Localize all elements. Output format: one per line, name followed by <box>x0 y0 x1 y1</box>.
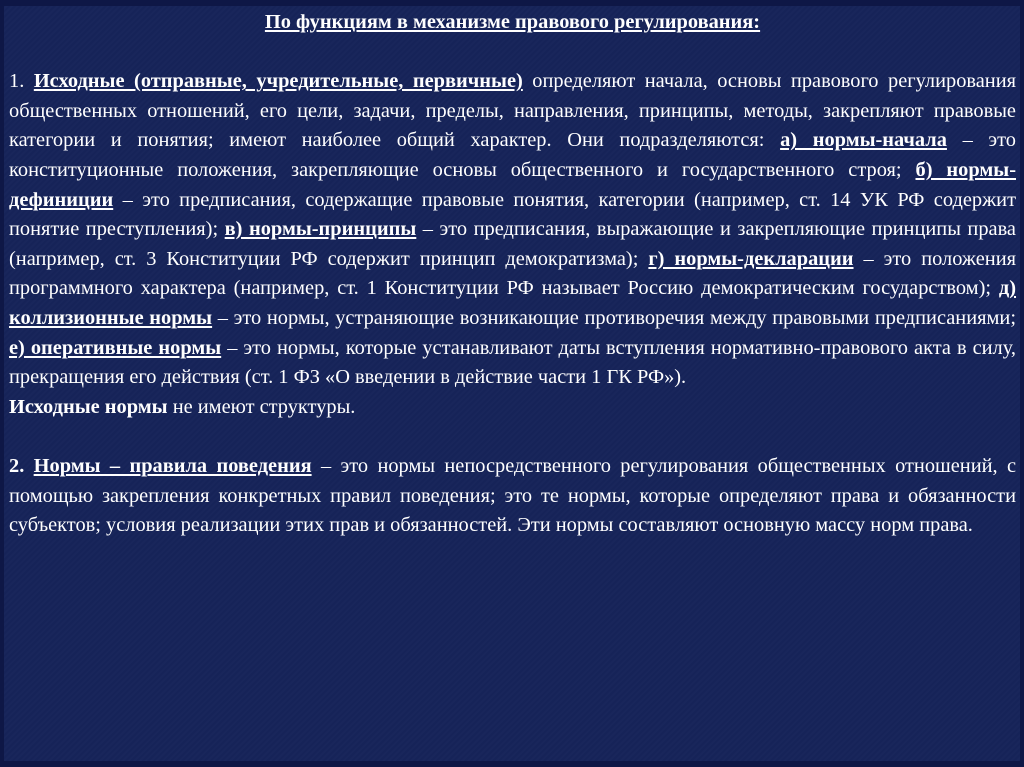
note-text: не имеют структуры. <box>167 395 356 418</box>
item-number: 2. <box>9 454 34 477</box>
paragraph-text: – это положения программного характера (например, ст. 1 Конституции РФ называет Россию демократическим государством); <box>9 247 1016 300</box>
blank-line <box>9 38 1016 68</box>
paragraph-text: – это нормы непосредственного регулирования общественных отношений, с помощью закрепления конкретных правил поведения; это те нормы, которые определяют права и обязанности субъектов; условия реализации этих прав и обязанностей. Эти нормы составляют основную массу норм права. <box>9 454 1017 537</box>
term-norms-principles-start: а) нормы-начала <box>780 129 947 152</box>
slide-text-box <box>9 0 1016 541</box>
paragraph-text: определяют начала, основы правового регулирования общественных отношений, его цели, задачи, пределы, направления, принципы, методы, закрепляют правовые категории и понятия; имеют наиболее общий характер. Они подразделяются: <box>9 70 1017 152</box>
term-collision-norms: д) коллизионные нормы <box>9 277 1016 329</box>
paragraph-text: – это предписания, содержащие правовые понятия, категории (например, ст. 14 УК РФ содержит понятие преступления); <box>9 188 1016 241</box>
term-norms-declarations: г) нормы-декларации <box>648 247 854 270</box>
paragraph-note <box>9 393 1016 423</box>
paragraph-initial-norms <box>9 67 1016 393</box>
term-initial-norms-note: Исходные нормы <box>9 395 168 418</box>
paragraph-text: – это нормы, устраняющие возникающие противоречия между правовыми предписаниями; <box>212 306 1016 329</box>
paragraph-text: – это предписания, выражающие и закрепляющие принципы права (например, ст. 3 Конституции РФ содержит принцип демократизма); <box>9 218 1016 270</box>
term-initial-norms: Исходные (отправные, учредительные, первичные) <box>33 70 523 93</box>
term-behavior-norms: Нормы – правила поведения <box>33 454 312 477</box>
paragraph-text: – это нормы, которые устанавливают даты вступления нормативно-правового акта в силу, прекращения его действия (ст. 1 ФЗ «О введении в действие части 1 ГК РФ»). <box>9 336 1016 389</box>
item-number: 1. <box>9 70 34 93</box>
paragraph-text: – это конституционные положения, закрепляющие основы общественного и государственного строя; <box>9 129 1017 181</box>
term-norms-definitions: б) нормы-дефиниции <box>9 158 1016 211</box>
term-norms-principles: в) нормы-принципы <box>224 218 417 241</box>
term-operative-norms: е) оперативные нормы <box>9 336 222 359</box>
paragraph-behavior-norms <box>9 452 1016 541</box>
blank-line <box>9 422 1016 452</box>
slide-title: По функциям в механизме правового регулирования: <box>264 11 761 33</box>
